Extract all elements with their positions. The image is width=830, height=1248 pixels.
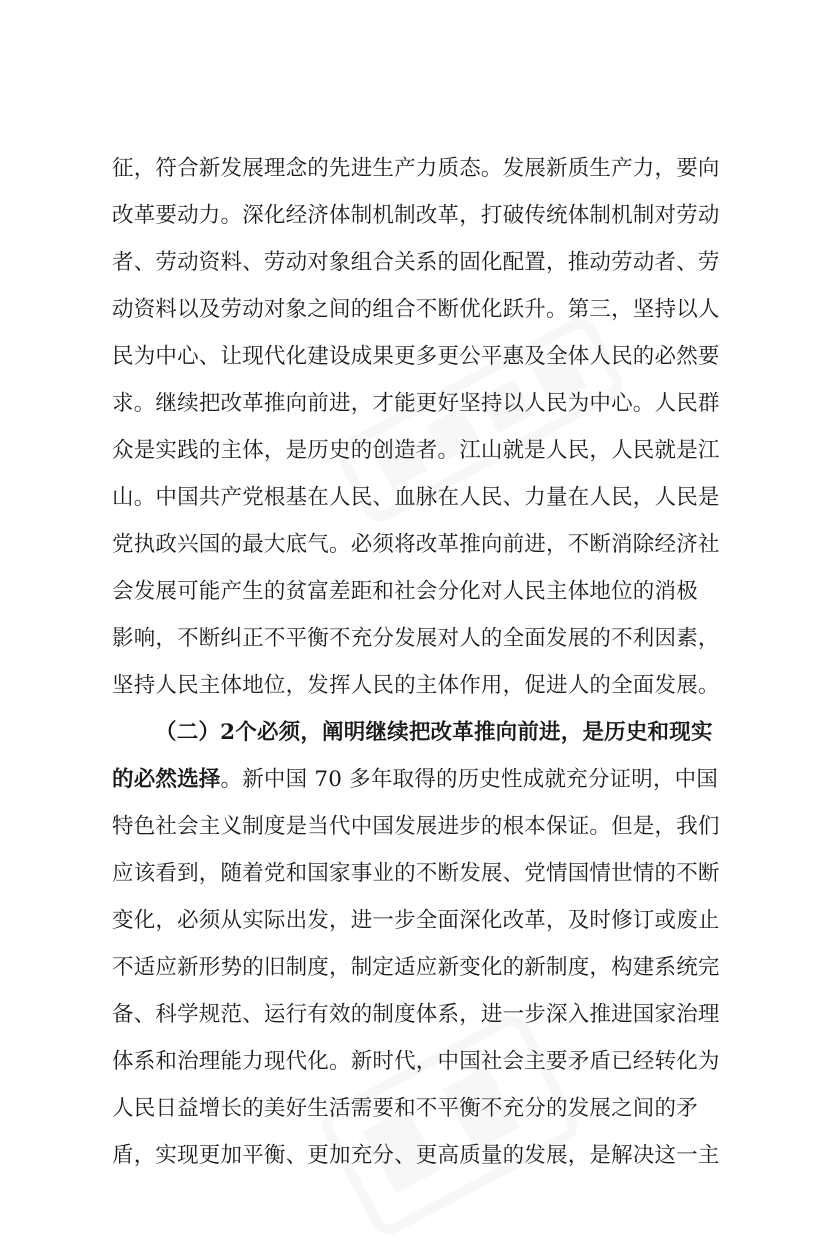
section-heading: （二）2个必须，阐明继续把改革推向前进，是历史和现实 [155,720,713,745]
line-text: 山。中国共产党根基在人民、血脉在人民、力量在人民，人民是 [112,485,720,510]
section-heading-continuation: 的必然选择 [112,767,221,792]
text-line [112,897,722,944]
section-heading-line [112,709,722,756]
line-text: 盾，实现更加平衡、更加充分、更高质量的发展，是解决这一主 [112,1143,720,1168]
text-line [112,427,722,474]
text-line [112,239,722,286]
text-line [112,803,722,850]
text-line [112,850,722,897]
line-text: 人民日益增长的美好生活需要和不平衡不充分的发展之间的矛 [112,1096,698,1121]
line-text: 征，符合新发展理念的先进生产力质态。发展新质生产力，要向 [112,156,720,181]
text-line [112,756,722,803]
text-line [112,568,722,615]
line-text: 动资料以及劳动对象之间的组合不断优化跃升。第三，坚持以人 [112,297,720,322]
text-line [112,615,722,662]
line-text: 影响，不断纠正不平衡不充分发展对人的全面发展的不利因素， [112,626,720,651]
text-line [112,145,722,192]
text-line [112,662,722,709]
line-text: 特色社会主义制度是当代中国发展进步的根本保证。但是，我们 [112,814,720,839]
text-line [112,1085,722,1132]
line-text: 备、科学规范、运行有效的制度体系，进一步深入推进国家治理 [112,1002,720,1027]
line-text: 应该看到，随着党和国家事业的不断发展、党情国情世情的不断 [112,861,720,886]
line-text: 会发展可能产生的贫富差距和社会分化对人民主体地位的消极 [112,579,698,604]
text-line [112,474,722,521]
line-text: 者、劳动资料、劳动对象组合关系的固化配置，推动劳动者、劳 [112,250,720,275]
line-text: 改革要动力。深化经济体制机制改革，打破传统体制机制对劳动 [112,203,720,228]
line-text: 坚持人民主体地位，发挥人民的主体作用，促进人的全面发展。 [112,673,720,698]
line-text: 。新中国 70 多年取得的历史性成就充分证明，中国 [220,767,719,792]
line-text: 民为中心、让现代化建设成果更多更公平惠及全体人民的必然要 [112,344,720,369]
text-line [112,1038,722,1085]
text-line [112,521,722,568]
line-text: 求。继续把改革推向前进，才能更好坚持以人民为中心。人民群 [112,391,720,416]
line-text: 不适应新形势的旧制度，制定适应新变化的新制度，构建系统完 [112,955,720,980]
text-line [112,380,722,427]
line-text: 众是实践的主体，是历史的创造者。江山就是人民，人民就是江 [112,438,720,463]
document-body [112,145,722,1179]
text-line [112,286,722,333]
line-text: 党执政兴国的最大底气。必须将改革推向前进，不断消除经济社 [112,532,720,557]
text-line [112,192,722,239]
line-text: 体系和治理能力现代化。新时代，中国社会主要矛盾已经转化为 [112,1049,720,1074]
line-text: 变化，必须从实际出发，进一步全面深化改革，及时修订或废止 [112,908,720,933]
text-line [112,333,722,380]
text-line [112,991,722,1038]
text-line [112,1132,722,1179]
text-line [112,944,722,991]
